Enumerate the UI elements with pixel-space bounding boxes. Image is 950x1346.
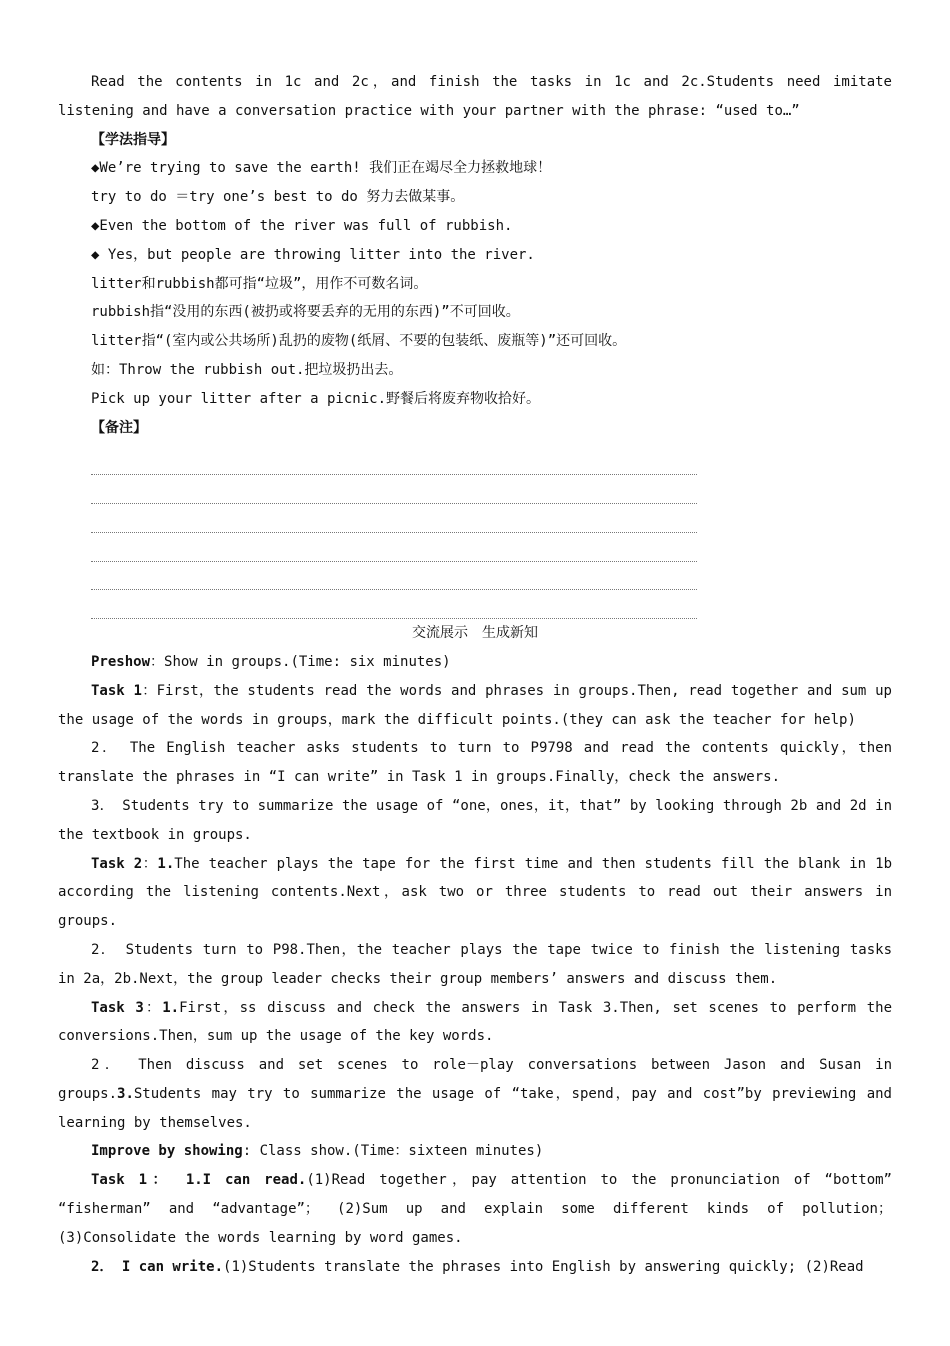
- preshow-paragraph: [58, 648, 892, 677]
- task3-item2: [58, 1051, 892, 1137]
- preshow-text: ：Show in groups.(Time: six minutes): [150, 653, 451, 670]
- improve-task1-paragraph: [58, 1166, 892, 1252]
- task3-text: First，ss discuss and check the answers in Task 3.Then, set scenes to perform the conversions.Then，sum up the usage of the key words.: [58, 999, 893, 1045]
- guide-line: 如：Throw the rubbish out.把垃圾扔出去。: [91, 361, 403, 378]
- guide-line: rubbish指“没用的东西(被扔或将要丢弃的无用的东西)”不可回收。: [91, 304, 520, 321]
- task1-item3: 3． Students try to summarize the usage of “one，ones，it，that” by looking through 2b and 2d in the textbook in groups.: [58, 797, 892, 843]
- notes-line: [91, 446, 697, 475]
- task2-paragraph: Task 2：1.The teacher plays the tape for the first time and then students fill the blank in 1b according the listening contents.Next，ask two or three students to read out their answers in groups.: [58, 855, 893, 930]
- task3-num: 1.: [162, 999, 180, 1016]
- guide-line: try to do ＝try one’s best to do 努力去做某事。: [91, 189, 465, 206]
- guide-line: ◆Even the bottom of the river was full of rubbish.: [91, 217, 513, 234]
- task3-label: Task 3: [91, 999, 144, 1016]
- task2-num: 1.: [157, 855, 175, 872]
- notes-line: [91, 475, 697, 504]
- notes-line: [91, 590, 697, 619]
- task1-label: Task 1: [91, 682, 142, 699]
- task2-label: Task 2: [91, 855, 143, 872]
- guide-line: Pick up your litter after a picnic.野餐后将废弃物收拾好。: [91, 390, 541, 407]
- task1-item2: 2． The English teacher asks students to turn to P9798 and read the contents quickly，then translate the phrases in “I can write” in Task 1 in groups.Finally，check the answers.: [58, 740, 892, 786]
- section-title: 交流展示 生成新知: [412, 625, 538, 642]
- improve-task1-item2-text: (1)Students translate the phrases into English by answering quickly; (2)Read: [223, 1258, 864, 1275]
- notes-line: [91, 562, 697, 591]
- task2-item2: 2． Students turn to P98.Then，the teacher plays the tape twice to finish the listening tasks in 2a，2b.Next，the group leader checks their group members’ answers and discuss them.: [58, 941, 892, 987]
- guide-heading: 【学法指导】: [91, 131, 175, 148]
- task3-item3-text: Students may try to summarize the usage of “take，spend，pay and cost”by previewing and learning by themselves.: [58, 1085, 892, 1131]
- task1-text: ：First，the students read the words and phrases in groups.Then, read together and sum up the usage of the words in groups，mark the difficult points.(they can ask the teacher for help): [58, 682, 892, 728]
- improve-text: : Class show.(Time：sixteen minutes): [242, 1143, 544, 1160]
- preshow-label: Preshow: [91, 653, 151, 670]
- improve-paragraph: [58, 1137, 892, 1166]
- guide-line: litter和rubbish都可指“垃圾”，用作不可数名词。: [91, 275, 428, 292]
- task1-paragraph: [58, 677, 892, 735]
- notes-heading: 【备注】: [91, 419, 147, 436]
- intro-paragraph: Read the contents in 1c and 2c，and finish the tasks in 1c and 2c.Students need imitate listening and have a conversation practice with your partner with the phrase: “used to…”: [58, 74, 892, 119]
- task3-item2-text: 2． Then discuss and set scenes to role－play conversations between Jason and Susan in groups.: [58, 1057, 892, 1102]
- notes-lines: [58, 446, 892, 619]
- document-page: [58, 68, 892, 1281]
- notes-line: [91, 533, 697, 562]
- improve-task1-label: Task 1： 1.I can read.: [91, 1172, 307, 1189]
- task3-paragraph: Task 3：1.First，ss discuss and check the answers in Task 3.Then, set scenes to perform the conversions.Then，sum up the usage of the key words.: [58, 999, 893, 1045]
- guide-line: ◆ Yes，but people are throwing litter into the river.: [91, 246, 535, 263]
- guide-line: litter指“(室内或公共场所)乱扔的废物(纸屑、不要的包装纸、废瓶等)”还可回收。: [91, 333, 627, 350]
- task3-item3-num: 3.: [117, 1085, 134, 1102]
- guide-line: ◆We’re trying to save the earth! 我们正在竭尽全力拯救地球！: [91, 160, 552, 177]
- notes-line: [91, 504, 697, 533]
- improve-task1-text: (1)Read together，pay attention to the pronunciation of “bottom” “fisherman” and “advantage”； (2)Sum up and explain some different kinds of pollution；(3)Consolidate the words learning by word games.: [58, 1172, 892, 1246]
- task2-text: The teacher plays the tape for the first time and then students fill the blank in 1b according the listening contents.Next，ask two or three students to read out their answers in groups.: [58, 855, 893, 930]
- improve-label: Improve by showing: [91, 1143, 243, 1160]
- improve-task1-item2: [58, 1253, 892, 1282]
- improve-task1-item2-label: 2． I can write.: [91, 1258, 224, 1275]
